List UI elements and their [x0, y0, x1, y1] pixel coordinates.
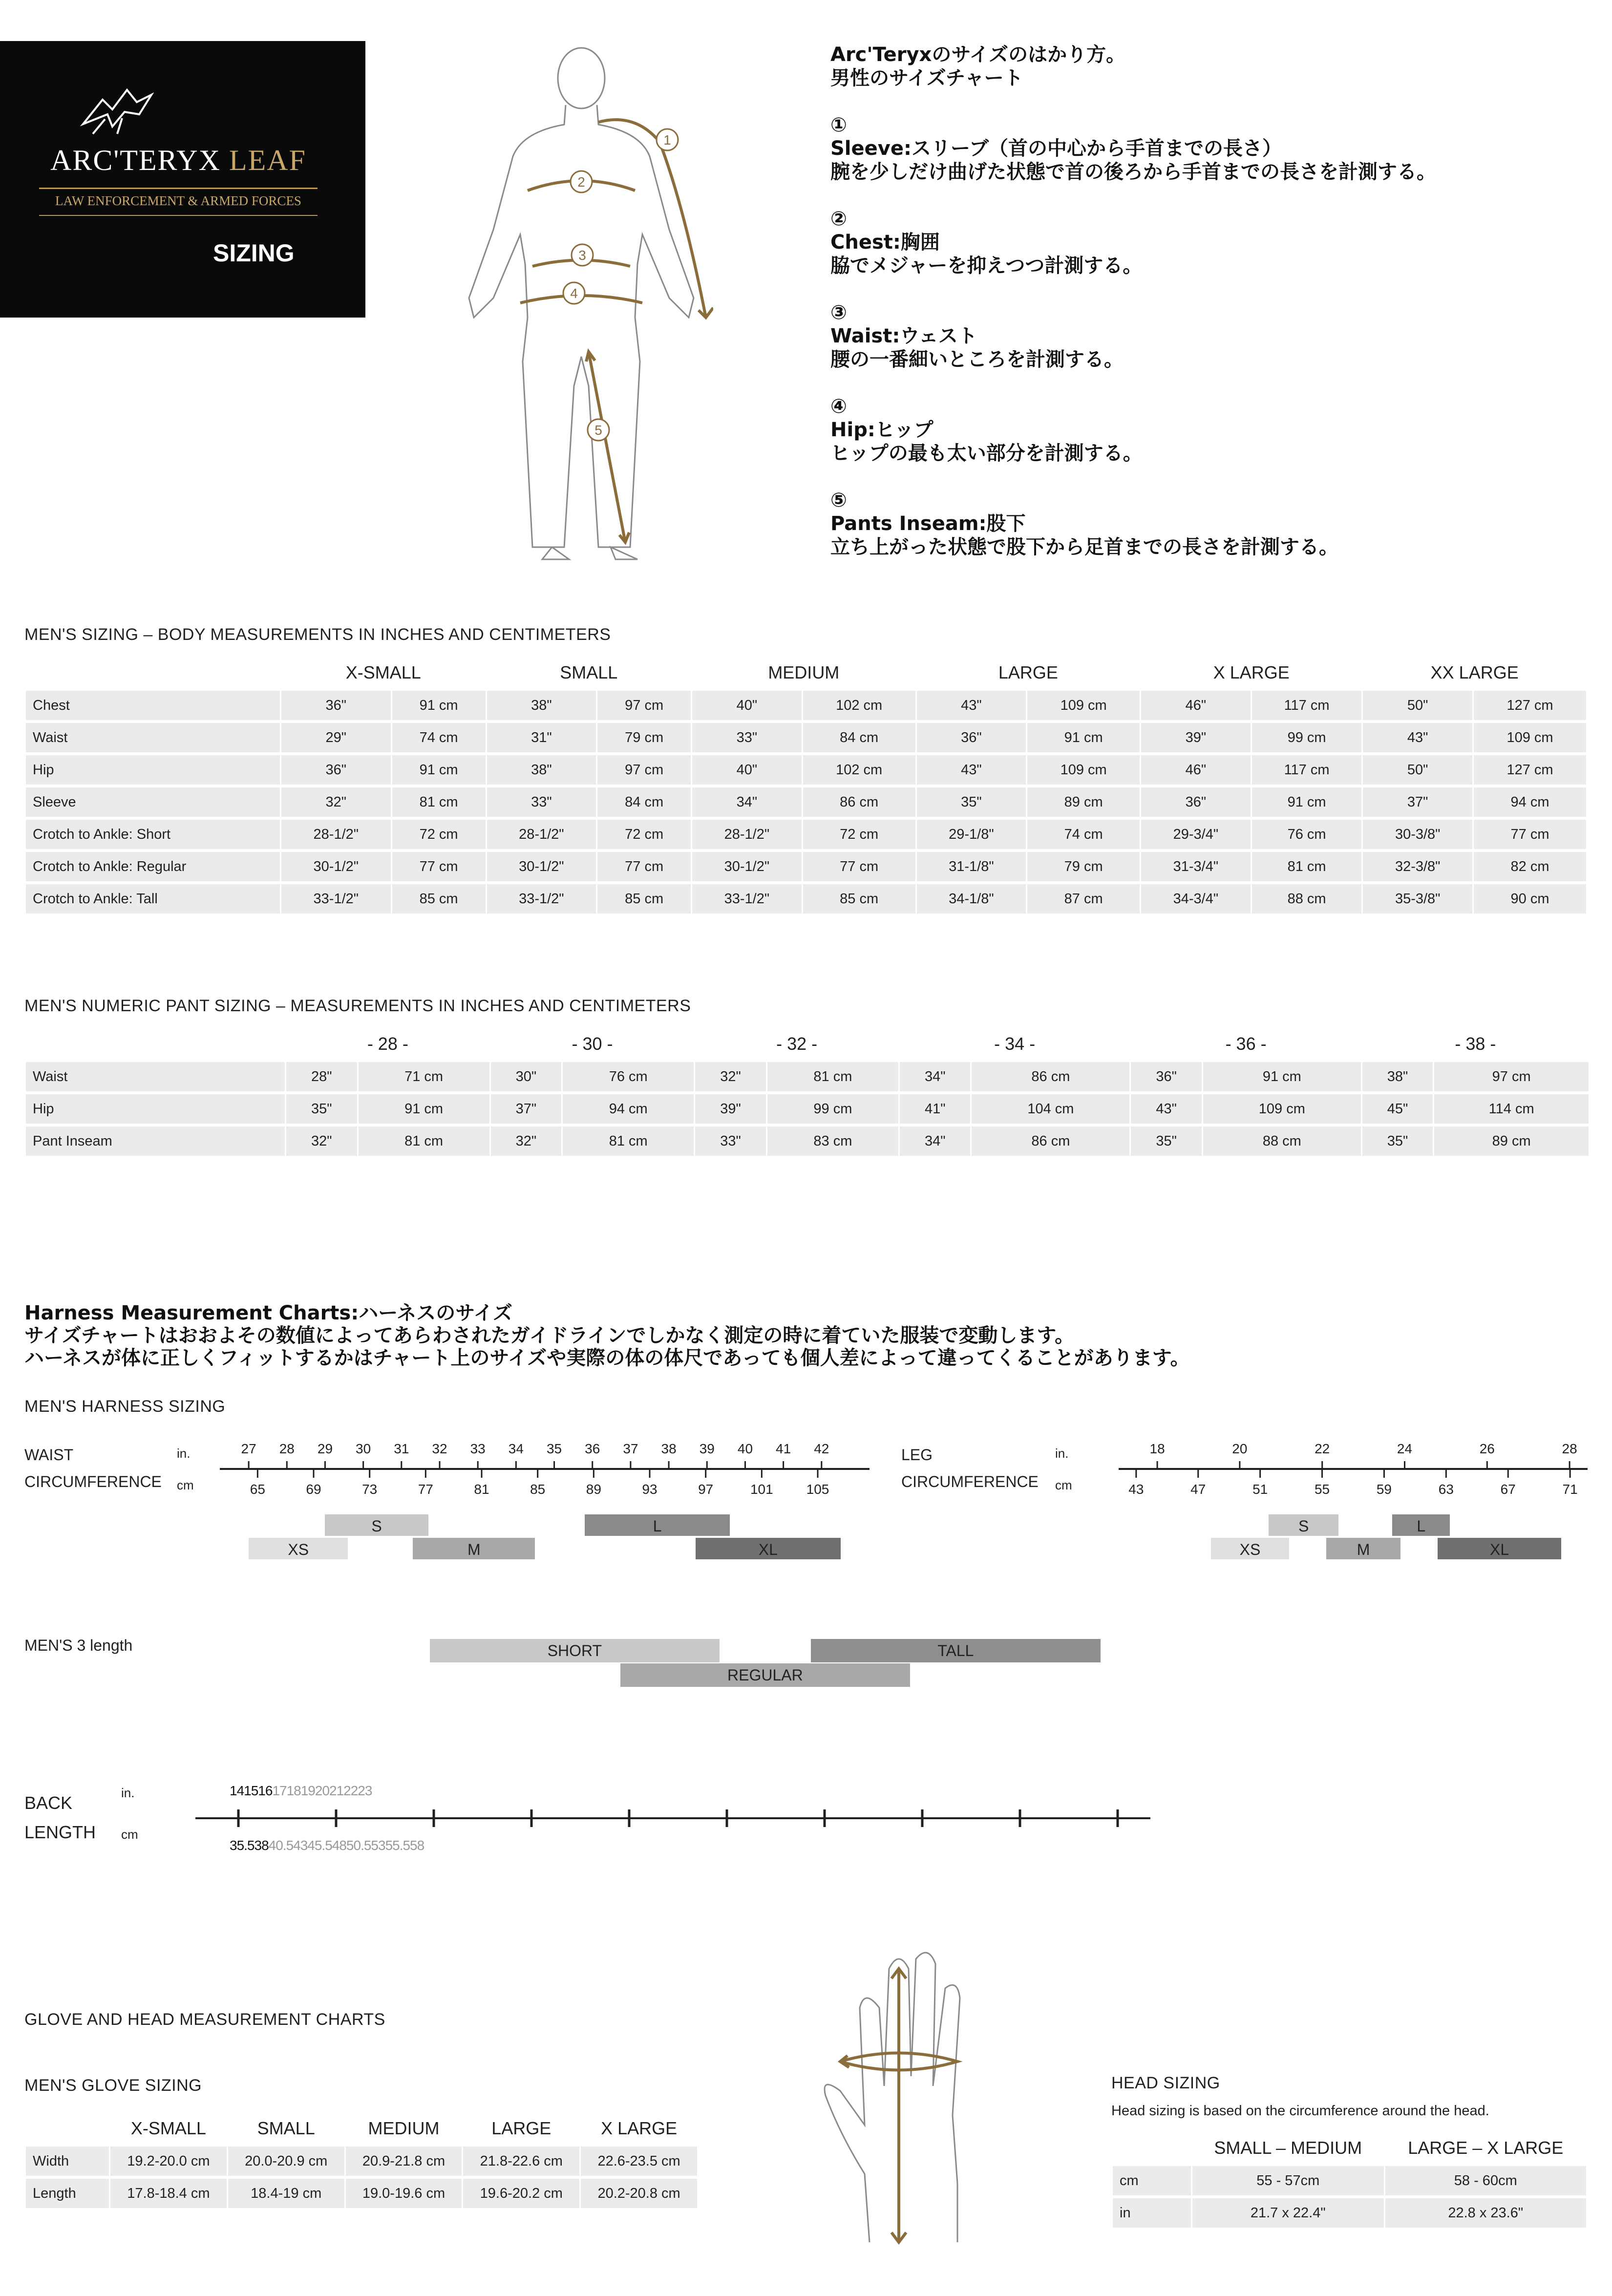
table-cell: 37": [491, 1094, 562, 1124]
table-cell: 30-1/2": [487, 852, 596, 881]
inch-tick-label: 31: [394, 1441, 409, 1456]
table-cell: 88 cm: [1252, 884, 1362, 914]
table-cell: 97 cm: [1434, 1062, 1589, 1091]
table-cell: 38": [1362, 1062, 1433, 1091]
how-to-item-hip: ④ Hip:ヒップ ヒップの最も太い部分を計測する。: [830, 395, 1143, 465]
table-cell: 71 cm: [359, 1062, 489, 1091]
inch-tick-label: 26: [1479, 1441, 1495, 1456]
table-cell: 86 cm: [972, 1127, 1129, 1156]
table-cell: 32": [286, 1127, 357, 1156]
table-row: [1113, 2198, 1586, 2228]
table-row: [26, 820, 1586, 849]
table-cell: 31-1/8": [917, 852, 1026, 881]
table-cell: 35-3/8": [1363, 884, 1472, 914]
table-cell: 32": [281, 787, 391, 817]
table-cell: 43": [917, 755, 1026, 785]
harness-note-1: サイズチャートはおおよその数値によってあらわされたガイドラインでしかなく測定の時に着ていた服装で変動します。: [24, 1324, 1075, 1347]
length-bar: TALL: [811, 1639, 1101, 1662]
table-cell: 94 cm: [1474, 787, 1586, 817]
table-cell: 97 cm: [597, 691, 691, 720]
table-cell: 40": [692, 691, 802, 720]
table-cell: 127 cm: [1474, 755, 1586, 785]
table-cell: 43": [1131, 1094, 1202, 1124]
inch-tick-label: 30: [356, 1441, 371, 1456]
table-cell: 33": [692, 723, 802, 752]
back-inch-values: 14151617181920212223: [230, 1783, 372, 1798]
harness-note-2: ハーネスが体に正しくフィットするかはチャート上のサイズや実際の体の体尺であっても個人差によって違ってくることがあります。: [24, 1347, 1190, 1369]
inch-tick-label: 28: [1562, 1441, 1577, 1456]
glove-head-title: GLOVE AND HEAD MEASUREMENT CHARTS: [24, 2010, 385, 2029]
table-cell: 102 cm: [803, 691, 915, 720]
size-header: X LARGE: [1213, 662, 1290, 682]
cm-tick-label: 97: [698, 1482, 714, 1497]
table-cell: 20.2-20.8 cm: [581, 2179, 697, 2208]
table-cell: 35": [1131, 1127, 1202, 1156]
glove-sizing-table: [24, 2115, 699, 2211]
table-cell: 46": [1141, 691, 1251, 720]
table-cell: 102 cm: [803, 755, 915, 785]
unit-cm-label: cm: [177, 1478, 194, 1492]
table-cell: 94 cm: [563, 1094, 694, 1124]
size-header: SMALL: [560, 662, 618, 682]
waist-scale-label: WAIST CIRCUMFERENCE: [24, 1446, 162, 1490]
size-header: X-SMALL: [130, 2118, 206, 2138]
glove-table-title: MEN'S GLOVE SIZING: [24, 2076, 202, 2095]
cm-tick-label: 59: [1376, 1482, 1392, 1497]
table-cell: 117 cm: [1252, 691, 1362, 720]
table-cell: 91 cm: [392, 691, 486, 720]
table-cell: 34-3/4": [1141, 884, 1251, 914]
length-bars: [430, 1639, 1192, 1693]
size-bar: S: [1269, 1514, 1338, 1536]
body-measurement-table: [24, 659, 1588, 916]
table-row: [26, 1094, 1589, 1124]
harness-intro: [24, 1302, 1588, 1369]
size-bar: XL: [1438, 1538, 1561, 1559]
size-header: SMALL: [257, 2118, 315, 2138]
table-cell: 84 cm: [803, 723, 915, 752]
table-row: [26, 2147, 697, 2176]
table-cell: 31": [487, 723, 596, 752]
table-row: [26, 1062, 1589, 1091]
cm-tick-label: 81: [474, 1482, 489, 1497]
table-cell: 114 cm: [1434, 1094, 1589, 1124]
table-row: [1113, 2166, 1586, 2195]
table-cell: 31-3/4": [1141, 852, 1251, 881]
size-header: SMALL – MEDIUM: [1214, 2138, 1362, 2158]
table-cell: 33-1/2": [487, 884, 596, 914]
cm-tick-label: 51: [1252, 1482, 1268, 1497]
hand-illustration: [811, 1930, 1006, 2247]
inch-tick-label: 39: [699, 1441, 715, 1456]
cm-tick-label: 85: [530, 1482, 546, 1497]
size-header: LARGE: [491, 2118, 551, 2138]
how-to-subtitle: 男性のサイズチャート: [830, 67, 1023, 89]
table-cell: 32": [491, 1127, 562, 1156]
table-cell: 39": [695, 1094, 766, 1124]
table-cell: 72 cm: [392, 820, 486, 849]
table-cell: 99 cm: [1252, 723, 1362, 752]
table-cell: 87 cm: [1027, 884, 1140, 914]
inch-tick-label: 35: [546, 1441, 562, 1456]
size-bar: XL: [696, 1538, 841, 1559]
body-table-title: MEN'S SIZING – BODY MEASUREMENTS IN INCHES AND CENTIMETERS: [24, 625, 611, 644]
harness-title: Harness Measurement Charts:ハーネスのサイズ: [24, 1302, 513, 1324]
table-cell: 40": [692, 755, 802, 785]
table-row: [26, 852, 1586, 881]
table-cell: 84 cm: [597, 787, 691, 817]
length-bar: SHORT: [430, 1639, 720, 1662]
table-cell: 72 cm: [597, 820, 691, 849]
table-cell: 36": [1131, 1062, 1202, 1091]
marker-2: 2: [577, 174, 585, 190]
how-to-item-inseam: ⑤ Pants Inseam:股下 立ち上がった状態で股下から足首までの長さを計測する。: [830, 489, 1338, 558]
table-cell: 28-1/2": [281, 820, 391, 849]
table-cell: 109 cm: [1027, 755, 1140, 785]
table-cell: 33": [487, 787, 596, 817]
table-row: [26, 723, 1586, 752]
how-to-item-chest: ② Chest:胸囲 脇でメジャーを抑えつつ計測する。: [830, 208, 1143, 277]
size-header: - 30 -: [572, 1034, 613, 1054]
table-cell: 77 cm: [597, 852, 691, 881]
table-cell: 33-1/2": [692, 884, 802, 914]
row-label: Waist: [26, 1062, 285, 1091]
table-cell: 22.8 x 23.6": [1385, 2198, 1586, 2228]
table-cell: 81 cm: [767, 1062, 898, 1091]
table-cell: 85 cm: [803, 884, 915, 914]
table-cell: 29-3/4": [1141, 820, 1251, 849]
table-cell: 32-3/8": [1363, 852, 1472, 881]
inch-tick-label: 18: [1149, 1441, 1165, 1456]
size-bar: M: [413, 1538, 535, 1559]
table-cell: 117 cm: [1252, 755, 1362, 785]
table-row: [26, 787, 1586, 817]
inch-tick-label: 41: [776, 1441, 791, 1456]
table-cell: 55 - 57cm: [1192, 2166, 1384, 2195]
table-cell: 74 cm: [1027, 820, 1140, 849]
table-cell: 19.2-20.0 cm: [110, 2147, 227, 2176]
cm-tick-label: 65: [250, 1482, 265, 1497]
brand-logo-block: [0, 41, 365, 318]
cm-tick-label: 63: [1438, 1482, 1454, 1497]
table-cell: 97 cm: [597, 755, 691, 785]
row-label: Hip: [26, 755, 280, 785]
table-cell: 91 cm: [1252, 787, 1362, 817]
table-cell: 17.8-18.4 cm: [110, 2179, 227, 2208]
length-label: MEN'S 3 length: [24, 1637, 133, 1654]
inch-tick-label: 36: [585, 1441, 600, 1456]
size-header: X-SMALL: [345, 662, 421, 682]
length-bar: REGULAR: [620, 1663, 910, 1687]
table-cell: 79 cm: [1027, 852, 1140, 881]
size-header: - 38 -: [1455, 1034, 1496, 1054]
cm-tick-label: 69: [306, 1482, 321, 1497]
table-cell: 91 cm: [392, 755, 486, 785]
size-bar: M: [1326, 1538, 1400, 1559]
table-cell: 58 - 60cm: [1385, 2166, 1586, 2195]
table-cell: 30": [491, 1062, 562, 1091]
table-cell: 32": [695, 1062, 766, 1091]
table-cell: 22.6-23.5 cm: [581, 2147, 697, 2176]
table-cell: 86 cm: [972, 1062, 1129, 1091]
archaeopteryx-logo-icon: [78, 80, 156, 139]
table-cell: 76 cm: [563, 1062, 694, 1091]
row-label: Pant Inseam: [26, 1127, 285, 1156]
table-cell: 45": [1362, 1094, 1433, 1124]
table-cell: 21.7 x 22.4": [1192, 2198, 1384, 2228]
inch-tick-label: 42: [814, 1441, 829, 1456]
pant-sizing-table: [24, 1031, 1590, 1159]
inch-tick-label: 34: [508, 1441, 524, 1456]
back-length-scale: [195, 1807, 1153, 1827]
row-label: Waist: [26, 723, 280, 752]
cm-tick-label: 71: [1562, 1482, 1578, 1497]
table-cell: 43": [1363, 723, 1472, 752]
table-cell: 50": [1363, 691, 1472, 720]
table-cell: 104 cm: [972, 1094, 1129, 1124]
cm-tick-label: 55: [1314, 1482, 1330, 1497]
table-cell: 35": [1362, 1127, 1433, 1156]
table-cell: 81 cm: [359, 1127, 489, 1156]
table-cell: 76 cm: [1252, 820, 1362, 849]
table-cell: 30-1/2": [692, 852, 802, 881]
table-cell: 36": [281, 691, 391, 720]
cm-tick-label: 73: [362, 1482, 378, 1497]
back-cm-values: 35.53840.54345.54850.55355.558: [230, 1838, 424, 1853]
row-label: Length: [26, 2179, 109, 2208]
size-header: - 34 -: [994, 1034, 1036, 1054]
table-cell: 127 cm: [1474, 691, 1586, 720]
inch-tick-label: 20: [1232, 1441, 1248, 1456]
table-cell: 77 cm: [392, 852, 486, 881]
inch-tick-label: 28: [279, 1441, 295, 1456]
table-header-row: [26, 662, 1586, 688]
inch-tick-label: 37: [623, 1441, 638, 1456]
size-header: XX LARGE: [1430, 662, 1519, 682]
table-cell: 85 cm: [597, 884, 691, 914]
head-table-title: HEAD SIZING: [1111, 2074, 1220, 2092]
table-cell: 90 cm: [1474, 884, 1586, 914]
table-cell: 38": [487, 755, 596, 785]
row-label: Crotch to Ankle: Regular: [26, 852, 280, 881]
table-cell: 99 cm: [767, 1094, 898, 1124]
how-to-item-waist: ③ Waist:ウェスト 腰の一番細いところを計測する。: [830, 301, 1124, 371]
table-cell: 81 cm: [1252, 852, 1362, 881]
table-cell: 74 cm: [392, 723, 486, 752]
size-header: LARGE – X LARGE: [1408, 2138, 1564, 2158]
unit-in-label: in.: [177, 1446, 191, 1461]
how-to-title: Arc'Teryxのサイズのはかり方。: [830, 43, 1126, 66]
table-cell: 36": [1141, 787, 1251, 817]
size-bar: XS: [1211, 1538, 1289, 1559]
marker-1: 1: [663, 132, 671, 148]
how-to-measure-text: [830, 43, 1602, 559]
table-row: [26, 2179, 697, 2208]
size-bar: L: [585, 1514, 730, 1536]
table-cell: 72 cm: [803, 820, 915, 849]
harness-subtitle: MEN'S HARNESS SIZING: [24, 1397, 226, 1416]
row-label: Crotch to Ankle: Short: [26, 820, 280, 849]
row-label: Hip: [26, 1094, 285, 1124]
cm-tick-label: 47: [1190, 1482, 1206, 1497]
inch-tick-label: 33: [470, 1441, 486, 1456]
brand-tagline: LAW ENFORCEMENT & ARMED FORCES: [55, 193, 301, 208]
table-cell: 88 cm: [1203, 1127, 1361, 1156]
back-length-label: BACK LENGTH: [24, 1793, 96, 1842]
size-header: MEDIUM: [768, 662, 840, 682]
row-label: in: [1113, 2198, 1191, 2228]
table-row: [26, 755, 1586, 785]
marker-3: 3: [578, 248, 586, 263]
size-header: LARGE: [998, 662, 1058, 682]
brand-name: ARC'TERYX LEAF: [50, 144, 306, 176]
table-cell: 35": [917, 787, 1026, 817]
table-cell: 91 cm: [1027, 723, 1140, 752]
cm-tick-label: 101: [750, 1482, 773, 1497]
table-row: [26, 884, 1586, 914]
inch-tick-label: 29: [317, 1441, 333, 1456]
row-label: cm: [1113, 2166, 1191, 2195]
table-cell: 79 cm: [597, 723, 691, 752]
how-to-item-sleeve: ① Sleeve:スリーブ（首の中心から手首までの長さ） 腕を少しだけ曲げた状態で首の後ろから手首までの長さを計測する。: [830, 114, 1436, 183]
table-cell: 46": [1141, 755, 1251, 785]
inch-tick-label: 40: [737, 1441, 753, 1456]
table-cell: 28-1/2": [487, 820, 596, 849]
table-cell: 36": [281, 755, 391, 785]
table-cell: 29-1/8": [917, 820, 1026, 849]
table-header-row: [1113, 2138, 1586, 2163]
table-cell: 43": [917, 691, 1026, 720]
table-cell: 109 cm: [1027, 691, 1140, 720]
table-cell: 81 cm: [563, 1127, 694, 1156]
body-figure-illustration: [440, 44, 713, 572]
table-cell: 83 cm: [767, 1127, 898, 1156]
waist-scale: [220, 1439, 870, 1566]
table-cell: 28": [286, 1062, 357, 1091]
cm-tick-label: 93: [642, 1482, 658, 1497]
pant-table-title: MEN'S NUMERIC PANT SIZING – MEASUREMENTS IN INCHES AND CENTIMETERS: [24, 997, 691, 1015]
sizing-title: SIZING: [213, 239, 295, 267]
table-cell: 89 cm: [1434, 1127, 1589, 1156]
marker-4: 4: [570, 286, 578, 301]
table-cell: 34": [900, 1062, 971, 1091]
size-header: - 36 -: [1225, 1034, 1267, 1054]
size-bar: L: [1392, 1514, 1450, 1536]
table-cell: 91 cm: [359, 1094, 489, 1124]
table-cell: 36": [917, 723, 1026, 752]
cm-tick-label: 89: [586, 1482, 601, 1497]
leg-scale: [1119, 1439, 1588, 1566]
table-cell: 28-1/2": [692, 820, 802, 849]
row-label: Crotch to Ankle: Tall: [26, 884, 280, 914]
table-cell: 37": [1363, 787, 1472, 817]
leg-scale-label: LEG CIRCUMFERENCE: [901, 1446, 1039, 1490]
unit-in-label: in.: [121, 1786, 135, 1800]
inch-tick-label: 32: [432, 1441, 447, 1456]
inch-tick-label: 38: [661, 1441, 677, 1456]
table-cell: 77 cm: [1474, 820, 1586, 849]
table-cell: 29": [281, 723, 391, 752]
table-cell: 77 cm: [803, 852, 915, 881]
row-label: Chest: [26, 691, 280, 720]
table-cell: 109 cm: [1203, 1094, 1361, 1124]
table-cell: 86 cm: [803, 787, 915, 817]
table-cell: 30-1/2": [281, 852, 391, 881]
table-cell: 81 cm: [392, 787, 486, 817]
table-cell: 18.4-19 cm: [228, 2179, 344, 2208]
size-header: - 32 -: [776, 1034, 818, 1054]
table-row: [26, 1127, 1589, 1156]
table-cell: 89 cm: [1027, 787, 1140, 817]
cm-tick-label: 105: [806, 1482, 829, 1497]
table-cell: 20.0-20.9 cm: [228, 2147, 344, 2176]
row-label: Sleeve: [26, 787, 280, 817]
head-sizing-table: [1111, 2135, 1588, 2231]
table-cell: 38": [487, 691, 596, 720]
table-cell: 85 cm: [392, 884, 486, 914]
unit-in-label: in.: [1055, 1446, 1069, 1461]
head-note: Head sizing is based on the circumference around the head.: [1111, 2103, 1489, 2119]
marker-5: 5: [594, 423, 602, 438]
table-cell: 82 cm: [1474, 852, 1586, 881]
table-cell: 34": [900, 1127, 971, 1156]
table-cell: 30-3/8": [1363, 820, 1472, 849]
row-label: Width: [26, 2147, 109, 2176]
table-cell: 33": [695, 1127, 766, 1156]
size-header: X LARGE: [601, 2118, 678, 2138]
table-cell: 19.0-19.6 cm: [346, 2179, 462, 2208]
table-cell: 39": [1141, 723, 1251, 752]
size-header: MEDIUM: [368, 2118, 440, 2138]
table-cell: 50": [1363, 755, 1472, 785]
size-bar: XS: [249, 1538, 348, 1559]
table-cell: 41": [900, 1094, 971, 1124]
table-cell: 34-1/8": [917, 884, 1026, 914]
size-header: - 28 -: [367, 1034, 408, 1054]
table-cell: 19.6-20.2 cm: [463, 2179, 579, 2208]
table-cell: 20.9-21.8 cm: [346, 2147, 462, 2176]
unit-cm-label: cm: [121, 1827, 138, 1842]
inch-tick-label: 27: [241, 1441, 256, 1456]
unit-cm-label: cm: [1055, 1478, 1072, 1492]
table-cell: 109 cm: [1474, 723, 1586, 752]
cm-tick-label: 77: [418, 1482, 433, 1497]
size-bar: S: [325, 1514, 428, 1536]
inch-tick-label: 22: [1315, 1441, 1330, 1456]
inch-tick-label: 24: [1397, 1441, 1413, 1456]
table-cell: 34": [692, 787, 802, 817]
table-cell: 21.8-22.6 cm: [463, 2147, 579, 2176]
table-cell: 33-1/2": [281, 884, 391, 914]
table-cell: 35": [286, 1094, 357, 1124]
cm-tick-label: 67: [1500, 1482, 1516, 1497]
cm-tick-label: 43: [1128, 1482, 1144, 1497]
table-header-row: [26, 2118, 697, 2144]
table-row: [26, 691, 1586, 720]
table-cell: 91 cm: [1203, 1062, 1361, 1091]
table-header-row: [26, 1034, 1589, 1059]
